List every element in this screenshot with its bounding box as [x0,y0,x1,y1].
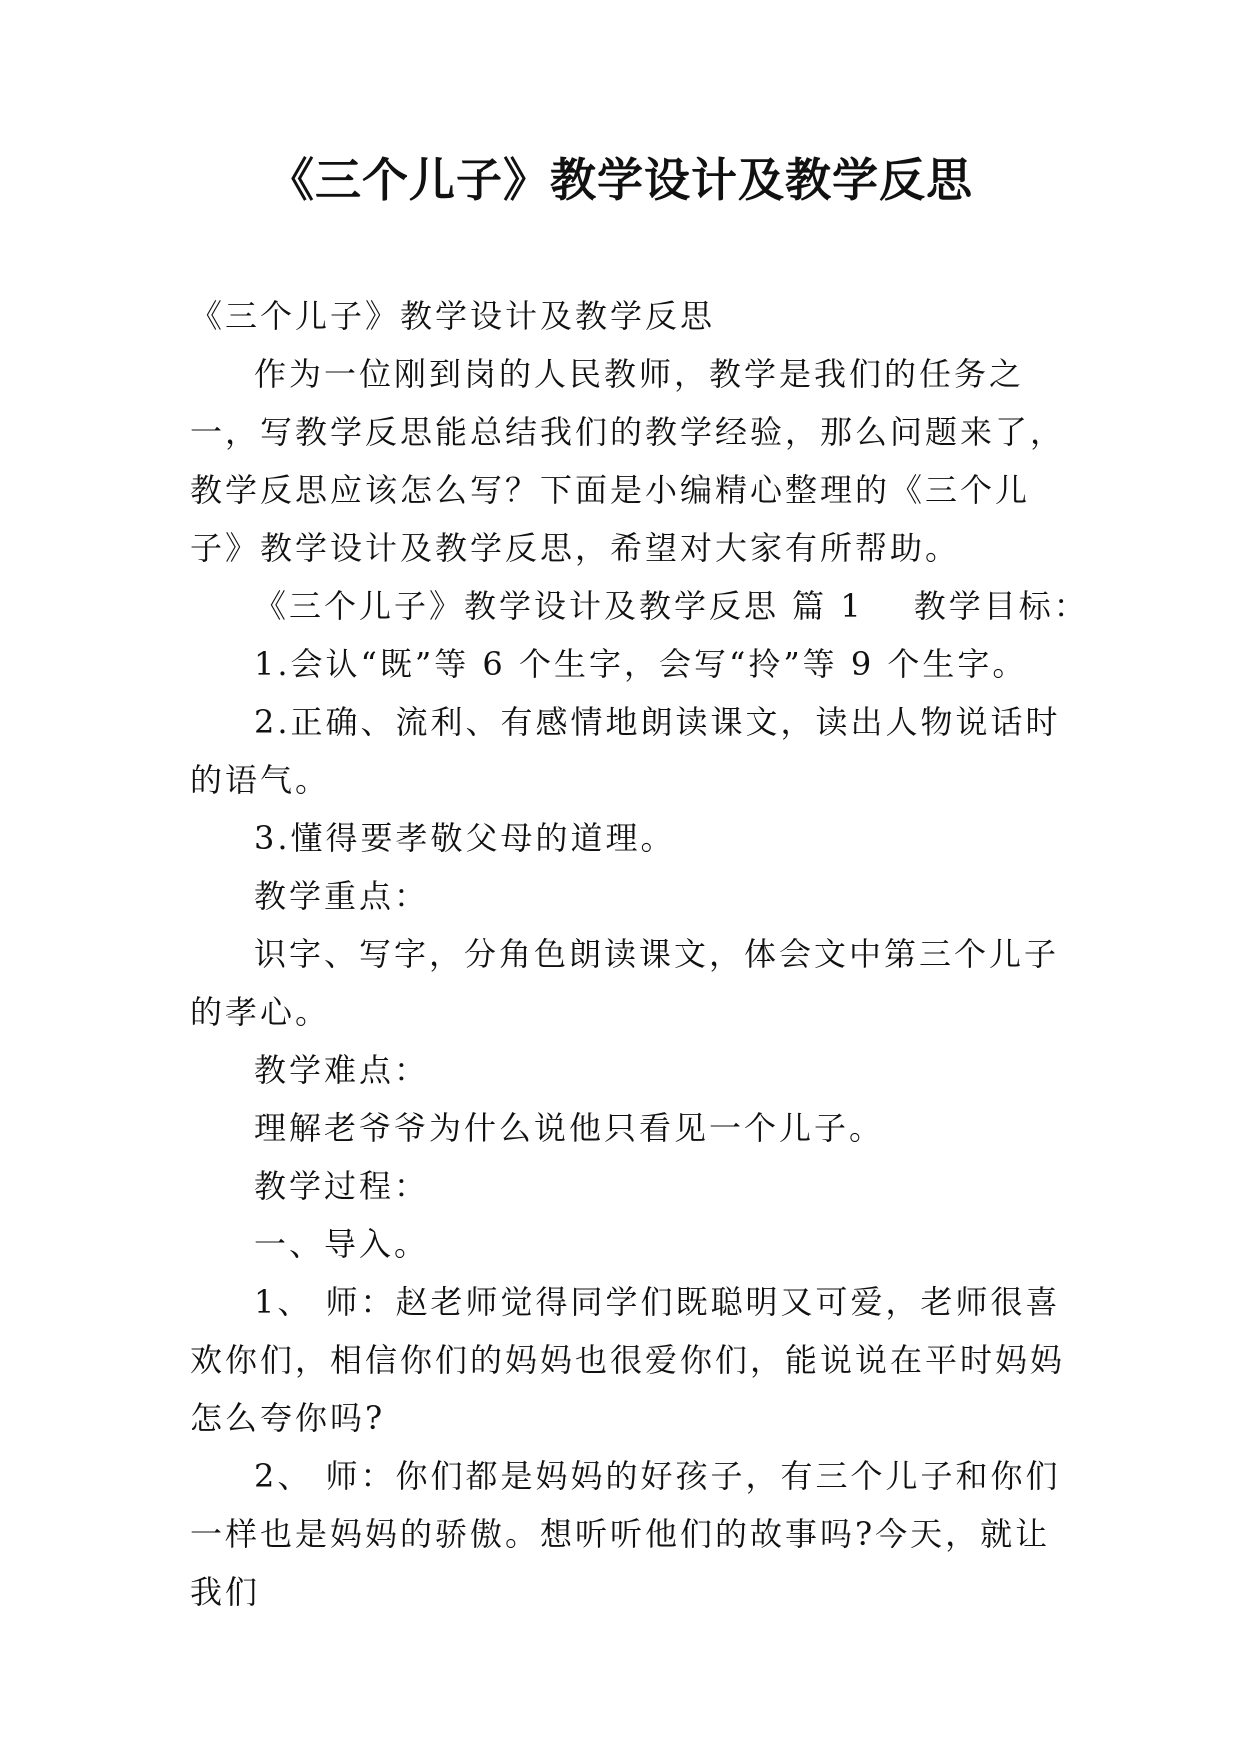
goals-label: 教学目标： [913,587,1089,625]
key-points-text: 识字、写字，分角色朗读课文，体会文中第三个儿子的孝心。 [190,935,1060,1031]
article-heading: 《三个儿子》教学设计及教学反思 篇 1 [254,587,864,625]
document-subtitle: 《三个儿子》教学设计及教学反思 [190,297,716,335]
key-points-label: 教学重点： [254,877,430,915]
difficulty-text: 理解老爷爷为什么说他只看见一个儿子。 [254,1109,885,1147]
intro-step: 一、导入。 [254,1225,430,1263]
article-heading-line [190,577,1089,635]
goal-item-1: 1.会认“既”等 6 个生字，会写“拎”等 9 个生字。 [254,645,1028,683]
difficulty-label: 教学难点： [254,1051,430,1089]
document-title: 《三个儿子》教学设计及教学反思 [268,153,973,207]
process-label: 教学过程： [254,1167,430,1205]
goal-item-2: 2.正确、流利、有感情地朗读课文，读出人物说话时的语气。 [190,703,1061,799]
document-body [190,287,1089,1621]
process-step-1: 1、 师：赵老师觉得同学们既聪明又可爱，老师很喜欢你们，相信你们的妈妈也很爱你们，能说说在平时妈妈怎么夸你吗? [190,1283,1066,1437]
process-step-2: 2、 师：你们都是妈妈的好孩子，有三个儿子和你们一样也是妈妈的骄傲。想听听他们的故事吗?今天，就让我们 [190,1457,1061,1611]
goal-item-3: 3.懂得要孝敬父母的道理。 [254,819,676,857]
intro-paragraph: 作为一位刚到岗的人民教师，教学是我们的任务之一，写教学反思能总结我们的教学经验，那么问题来了，教学反思应该怎么写？下面是小编精心整理的《三个儿子》教学设计及教学反思，希望对大家有所帮助。 [190,355,1066,567]
